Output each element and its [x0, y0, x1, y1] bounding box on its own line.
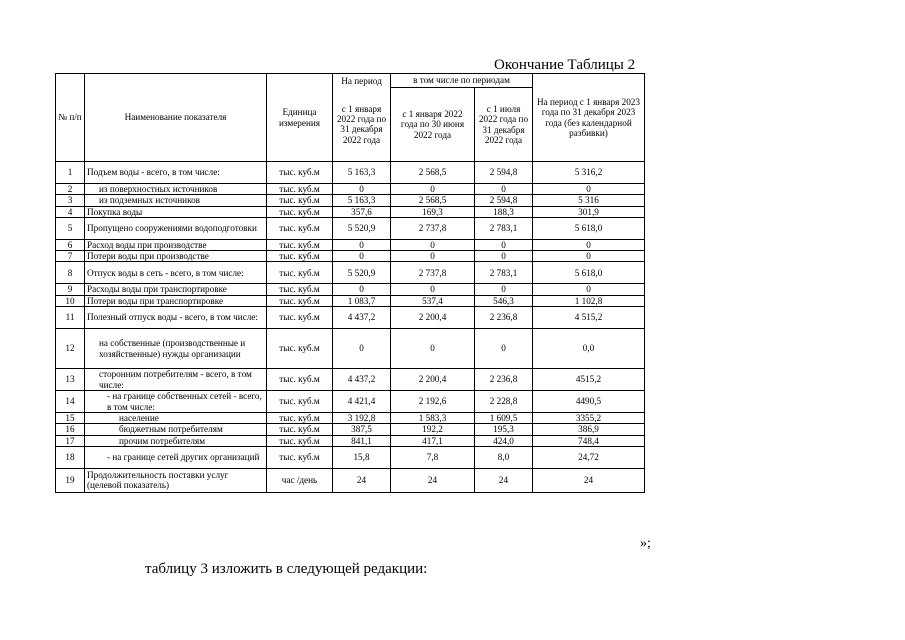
table-row	[56, 195, 645, 206]
table-row	[56, 162, 645, 184]
row-value-h2-2022: 0	[475, 329, 533, 369]
row-value-2023: 0	[533, 251, 645, 262]
row-number: 6	[56, 239, 85, 250]
row-value-2022: 5 163,3	[333, 162, 391, 184]
header-unit: Единица измерения	[267, 74, 333, 162]
row-value-2023: 5 618,0	[533, 217, 645, 239]
row-indicator-name: из поверхностных источников	[85, 184, 267, 195]
row-value-h1-2022: 0	[391, 251, 475, 262]
row-indicator-name: Подъем воды - всего, в том числе:	[85, 162, 267, 184]
row-unit: тыс. куб.м	[267, 251, 333, 262]
row-value-2023: 0	[533, 184, 645, 195]
row-number: 14	[56, 391, 85, 413]
row-indicator-name: бюджетным потребителям	[85, 424, 267, 435]
row-indicator-name: - на границе сетей других организаций	[85, 446, 267, 468]
row-value-2023: 5 316,2	[533, 162, 645, 184]
row-value-h1-2022: 2 200,4	[391, 369, 475, 391]
row-value-2023: 1 102,8	[533, 295, 645, 306]
row-indicator-name: Расходы воды при транспортировке	[85, 284, 267, 295]
row-number: 17	[56, 435, 85, 446]
table-row	[56, 251, 645, 262]
table-row	[56, 217, 645, 239]
row-unit: тыс. куб.м	[267, 424, 333, 435]
row-indicator-name: Потери воды при транспортировке	[85, 295, 267, 306]
row-value-2022: 387,5	[333, 424, 391, 435]
header-period-2022: с 1 января 2022 года по 31 декабря 2022 года	[333, 88, 391, 162]
row-unit: тыс. куб.м	[267, 329, 333, 369]
row-value-h1-2022: 169,3	[391, 206, 475, 217]
row-value-h2-2022: 1 609,5	[475, 413, 533, 424]
table-row	[56, 468, 645, 492]
row-indicator-name: прочим потребителям	[85, 435, 267, 446]
header-period-2023: На период с 1 января 2023 года по 31 декабря 2023 года (без календарной разбивки)	[533, 74, 645, 162]
row-number: 9	[56, 284, 85, 295]
row-value-h1-2022: 2 568,5	[391, 162, 475, 184]
row-value-2022: 357,6	[333, 206, 391, 217]
row-value-h2-2022: 0	[475, 251, 533, 262]
row-unit: тыс. куб.м	[267, 184, 333, 195]
row-number: 13	[56, 369, 85, 391]
table-row	[56, 284, 645, 295]
row-value-2022: 5 520,9	[333, 262, 391, 284]
row-value-2022: 841,1	[333, 435, 391, 446]
row-value-h1-2022: 24	[391, 468, 475, 492]
row-unit: тыс. куб.м	[267, 295, 333, 306]
row-value-h1-2022: 7,8	[391, 446, 475, 468]
row-number: 2	[56, 184, 85, 195]
row-indicator-name: из подземных источников	[85, 195, 267, 206]
table-row	[56, 329, 645, 369]
row-value-2022: 24	[333, 468, 391, 492]
row-value-2023: 5 316	[533, 195, 645, 206]
row-indicator-name: Полезный отпуск воды - всего, в том числе:	[85, 307, 267, 329]
row-value-2023: 4490,5	[533, 391, 645, 413]
row-value-2022: 3 192,8	[333, 413, 391, 424]
table-row	[56, 424, 645, 435]
row-indicator-name: Расход воды при производстве	[85, 239, 267, 250]
table-row	[56, 307, 645, 329]
row-unit: тыс. куб.м	[267, 217, 333, 239]
header-period-2022-top: На период	[333, 74, 391, 88]
row-value-2022: 4 437,2	[333, 307, 391, 329]
row-value-h1-2022: 2 737,8	[391, 217, 475, 239]
row-number: 18	[56, 446, 85, 468]
row-unit: тыс. куб.м	[267, 284, 333, 295]
row-unit: час /день	[267, 468, 333, 492]
row-number: 10	[56, 295, 85, 306]
row-indicator-name: - на границе собственных сетей - всего, в том числе:	[85, 391, 267, 413]
row-unit: тыс. куб.м	[267, 195, 333, 206]
row-value-h2-2022: 2 228,8	[475, 391, 533, 413]
row-value-2022: 0	[333, 184, 391, 195]
row-value-h1-2022: 2 568,5	[391, 195, 475, 206]
table-body	[56, 162, 645, 493]
row-value-h2-2022: 2 594,8	[475, 162, 533, 184]
instruction-paragraph: таблицу 3 изложить в следующей редакции:	[145, 561, 428, 577]
row-indicator-name: Пропущено сооружениями водоподготовки	[85, 217, 267, 239]
row-value-h2-2022: 0	[475, 239, 533, 250]
row-number: 1	[56, 162, 85, 184]
row-value-2023: 301,9	[533, 206, 645, 217]
row-value-h1-2022: 2 192,6	[391, 391, 475, 413]
table-caption: Окончание Таблицы 2	[494, 57, 636, 73]
row-value-2023: 5 618,0	[533, 262, 645, 284]
row-unit: тыс. куб.м	[267, 206, 333, 217]
row-number: 8	[56, 262, 85, 284]
row-number: 19	[56, 468, 85, 492]
row-value-2023: 3355,2	[533, 413, 645, 424]
row-number: 16	[56, 424, 85, 435]
table-row	[56, 262, 645, 284]
row-value-h2-2022: 2 783,1	[475, 262, 533, 284]
row-value-2022: 0	[333, 329, 391, 369]
row-value-2022: 0	[333, 284, 391, 295]
row-number: 3	[56, 195, 85, 206]
table-row	[56, 446, 645, 468]
row-value-h2-2022: 188,3	[475, 206, 533, 217]
row-value-h1-2022: 2 737,8	[391, 262, 475, 284]
header-h2-2022: с 1 июля 2022 года по 31 декабря 2022 года	[475, 88, 533, 162]
row-unit: тыс. куб.м	[267, 262, 333, 284]
row-value-2022: 15,8	[333, 446, 391, 468]
row-value-h2-2022: 2 236,8	[475, 307, 533, 329]
row-value-h1-2022: 2 200,4	[391, 307, 475, 329]
header-incl-periods: в том числе по периодам	[391, 74, 533, 88]
row-value-h2-2022: 195,3	[475, 424, 533, 435]
table-row	[56, 413, 645, 424]
row-value-h1-2022: 537,4	[391, 295, 475, 306]
row-unit: тыс. куб.м	[267, 239, 333, 250]
row-value-2022: 4 437,2	[333, 369, 391, 391]
row-value-h1-2022: 192,2	[391, 424, 475, 435]
row-value-h1-2022: 0	[391, 329, 475, 369]
row-indicator-name: население	[85, 413, 267, 424]
row-indicator-name: Продолжительность поставки услуг (целевой показатель)	[85, 468, 267, 492]
row-indicator-name: Покупка воды	[85, 206, 267, 217]
table-row	[56, 239, 645, 250]
row-value-h2-2022: 0	[475, 184, 533, 195]
table-row	[56, 391, 645, 413]
header-name: Наименование показателя	[85, 74, 267, 162]
row-number: 15	[56, 413, 85, 424]
table-row	[56, 295, 645, 306]
row-value-2022: 4 421,4	[333, 391, 391, 413]
data-table	[55, 73, 645, 493]
row-value-2022: 0	[333, 251, 391, 262]
row-value-h2-2022: 8,0	[475, 446, 533, 468]
row-unit: тыс. куб.м	[267, 446, 333, 468]
header-h1-2022: с 1 января 2022 года по 30 июня 2022 года	[391, 88, 475, 162]
row-value-2023: 4515,2	[533, 369, 645, 391]
table-row	[56, 184, 645, 195]
row-value-2023: 0	[533, 284, 645, 295]
table-row	[56, 206, 645, 217]
row-value-2022: 0	[333, 239, 391, 250]
row-indicator-name: сторонним потребителям - всего, в том числе:	[85, 369, 267, 391]
row-value-h2-2022: 2 594,8	[475, 195, 533, 206]
row-indicator-name: Отпуск воды в сеть - всего, в том числе:	[85, 262, 267, 284]
row-value-h1-2022: 417,1	[391, 435, 475, 446]
header-num: № п/п	[56, 74, 85, 162]
row-value-2022: 5 520,9	[333, 217, 391, 239]
row-indicator-name: Потери воды при производстве	[85, 251, 267, 262]
row-value-h2-2022: 2 236,8	[475, 369, 533, 391]
row-value-2023: 24,72	[533, 446, 645, 468]
row-number: 4	[56, 206, 85, 217]
row-value-h1-2022: 0	[391, 284, 475, 295]
row-indicator-name: на собственные (производственные и хозяйственные) нужды организации	[85, 329, 267, 369]
row-value-2023: 24	[533, 468, 645, 492]
row-value-h2-2022: 424,0	[475, 435, 533, 446]
row-value-2023: 748,4	[533, 435, 645, 446]
closing-quote: »;	[640, 536, 651, 551]
row-value-h1-2022: 0	[391, 184, 475, 195]
row-value-2023: 0	[533, 239, 645, 250]
row-value-2023: 4 515,2	[533, 307, 645, 329]
row-value-h1-2022: 0	[391, 239, 475, 250]
row-number: 5	[56, 217, 85, 239]
row-value-2023: 386,9	[533, 424, 645, 435]
row-unit: тыс. куб.м	[267, 413, 333, 424]
row-unit: тыс. куб.м	[267, 369, 333, 391]
row-value-2022: 1 083,7	[333, 295, 391, 306]
row-value-2022: 5 163,3	[333, 195, 391, 206]
row-number: 11	[56, 307, 85, 329]
row-unit: тыс. куб.м	[267, 307, 333, 329]
row-number: 7	[56, 251, 85, 262]
table-row	[56, 369, 645, 391]
row-value-h1-2022: 1 583,3	[391, 413, 475, 424]
row-value-h2-2022: 0	[475, 284, 533, 295]
row-value-2023: 0,0	[533, 329, 645, 369]
row-unit: тыс. куб.м	[267, 435, 333, 446]
row-number: 12	[56, 329, 85, 369]
row-unit: тыс. куб.м	[267, 391, 333, 413]
row-unit: тыс. куб.м	[267, 162, 333, 184]
table-row	[56, 435, 645, 446]
row-value-h2-2022: 2 783,1	[475, 217, 533, 239]
row-value-h2-2022: 24	[475, 468, 533, 492]
row-value-h2-2022: 546,3	[475, 295, 533, 306]
